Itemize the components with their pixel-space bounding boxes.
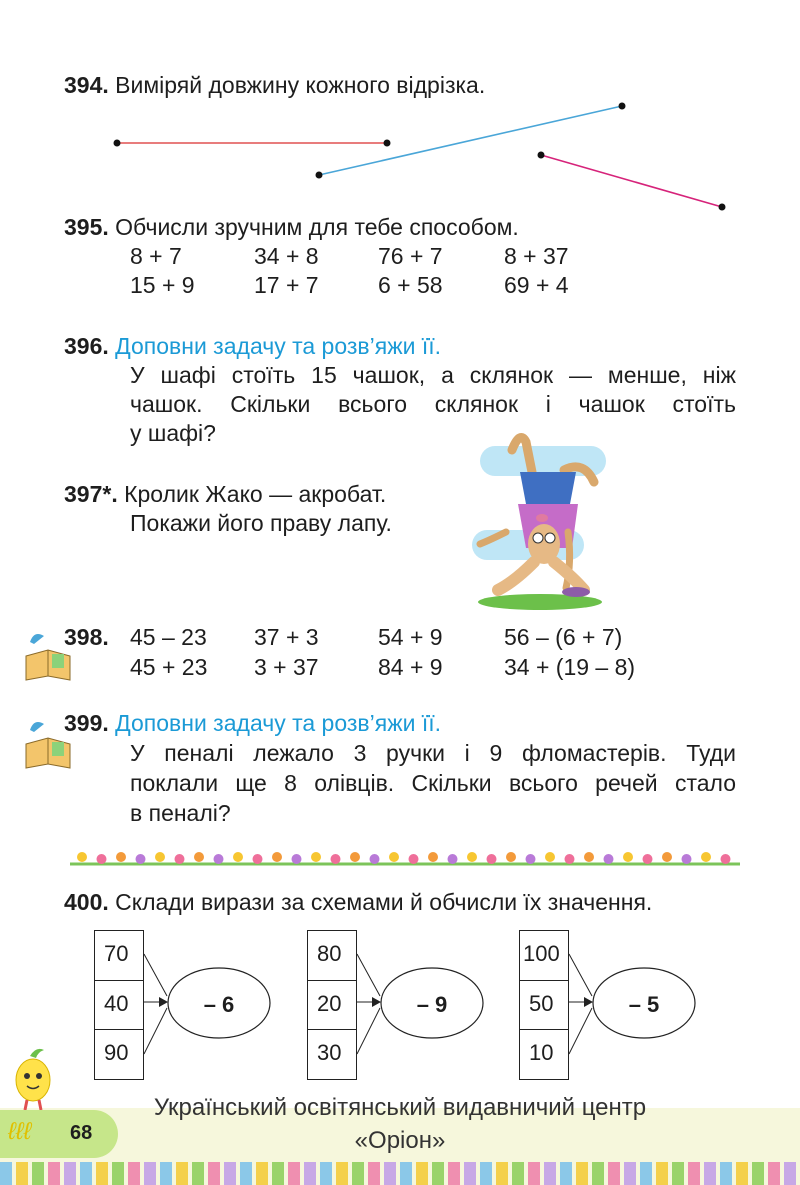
flower-decoration — [389, 852, 399, 862]
stripe-segment — [48, 1162, 60, 1185]
task-396-header — [64, 333, 441, 360]
task-text-line: у шафі? — [130, 420, 216, 446]
scheme-value: 100 — [523, 941, 560, 966]
flower-border-divider — [70, 846, 740, 870]
task-text-line: поклали ще 8 олівців. Скільки всього речей стало — [130, 770, 736, 796]
segment-endpoint — [114, 140, 121, 147]
stripe-segment — [720, 1162, 732, 1185]
expression: 54 + 9 — [378, 624, 443, 650]
flower-decoration — [311, 852, 321, 862]
stripe-segment — [112, 1162, 124, 1185]
flower-decoration — [506, 852, 516, 862]
task-number: 398. — [64, 624, 109, 650]
expression: 56 – (6 + 7) — [504, 624, 623, 650]
flower-decoration — [175, 854, 185, 864]
flower-decoration — [136, 854, 146, 864]
task-text-line: чашок. Скільки всього склянок і чашок стоїть — [130, 391, 736, 417]
stripe-segment — [448, 1162, 460, 1185]
expression: 17 + 7 — [254, 272, 319, 298]
stripe-segment — [288, 1162, 300, 1185]
task-text-line: У пеналі лежало 3 ручки і 9 фломастерів. Туди — [130, 740, 736, 766]
flower-decoration — [194, 852, 204, 862]
squiggle-decoration: ℓℓℓ — [8, 1118, 32, 1145]
stripe-segment — [336, 1162, 348, 1185]
stripe-segment — [128, 1162, 140, 1185]
task-text-line: У шафі стоїть 15 чашок, а склянок — менше, ніж — [130, 362, 736, 388]
flower-decoration — [623, 852, 633, 862]
stripe-segment — [16, 1162, 28, 1185]
expression: 8 + 37 — [504, 243, 569, 269]
scheme-operation: – 6 — [203, 992, 235, 1017]
stripe-segment — [624, 1162, 636, 1185]
stripe-segment — [208, 1162, 220, 1185]
stripe-segment — [656, 1162, 668, 1185]
stripe-segment — [560, 1162, 572, 1185]
expression: 8 + 7 — [130, 243, 182, 269]
stripe-segment — [176, 1162, 188, 1185]
scheme-operation: – 9 — [416, 992, 448, 1017]
stripe-segment — [768, 1162, 780, 1185]
flower-decoration — [331, 854, 341, 864]
flower-decoration — [487, 854, 497, 864]
expression: 37 + 3 — [254, 624, 319, 650]
segment-magenta — [541, 155, 722, 207]
flower-decoration — [584, 852, 594, 862]
flower-decoration — [682, 854, 692, 864]
expression-row — [130, 654, 654, 681]
stripe-segment — [32, 1162, 44, 1185]
segment-endpoint — [619, 103, 626, 110]
task-395-header — [64, 214, 519, 241]
flower-decoration — [721, 854, 731, 864]
flower-decoration — [233, 852, 243, 862]
expression: 34 + (19 – 8) — [504, 654, 636, 680]
flower-decoration — [370, 854, 380, 864]
expression: 76 + 7 — [378, 243, 443, 269]
task-text-line: в пеналі? — [130, 800, 231, 826]
stripe-segment — [416, 1162, 428, 1185]
flower-decoration — [643, 854, 653, 864]
stripe-segment — [688, 1162, 700, 1185]
task-400-header — [64, 889, 652, 916]
task-number: 395. — [64, 214, 109, 240]
page-number: 68 — [70, 1122, 93, 1144]
scheme-number-column — [307, 930, 357, 1080]
expression: 45 – 23 — [130, 624, 207, 650]
segment-endpoint — [384, 140, 391, 147]
task-number: 400. — [64, 889, 109, 915]
expression-row — [130, 243, 634, 270]
stripe-segment — [320, 1162, 332, 1185]
stripe-segment — [192, 1162, 204, 1185]
flower-decoration — [155, 852, 165, 862]
scheme-operation: – 5 — [628, 992, 660, 1017]
flower-decoration — [77, 852, 87, 862]
scheme-value: 20 — [308, 980, 356, 1026]
stripe-segment — [80, 1162, 92, 1185]
scheme-value: 80 — [317, 941, 342, 966]
stripe-segment — [736, 1162, 748, 1185]
scheme-value: 90 — [95, 1029, 143, 1075]
flower-decoration — [662, 852, 672, 862]
task-number: 394. — [64, 72, 109, 98]
expression: 69 + 4 — [504, 272, 569, 298]
stripe-segment — [368, 1162, 380, 1185]
publisher-name-orion: «Оріон» — [354, 1127, 446, 1154]
stripe-segment — [592, 1162, 604, 1185]
flower-decoration — [272, 852, 282, 862]
stripe-segment — [752, 1162, 764, 1185]
stripe-segment — [144, 1162, 156, 1185]
stripe-segment — [160, 1162, 172, 1185]
expression-row — [130, 624, 654, 651]
scheme-number-column — [94, 930, 144, 1080]
expression: 84 + 9 — [378, 654, 443, 680]
task-title: Доповни задачу та розв’яжи її. — [115, 710, 442, 736]
scheme-value: 10 — [520, 1029, 568, 1075]
stripe-segment — [432, 1162, 444, 1185]
stripe-segment — [672, 1162, 684, 1185]
expression: 34 + 8 — [254, 243, 319, 269]
flower-decoration — [253, 854, 263, 864]
flower-decoration — [604, 854, 614, 864]
task-number: 396. — [64, 333, 109, 359]
expression: 45 + 23 — [130, 654, 208, 680]
stripe-segment — [64, 1162, 76, 1185]
flower-decoration — [526, 854, 536, 864]
stripe-segment — [352, 1162, 364, 1185]
flower-decoration — [701, 852, 711, 862]
expression: 15 + 9 — [130, 272, 195, 298]
stripe-segment — [576, 1162, 588, 1185]
stripe-segment — [480, 1162, 492, 1185]
scheme-value: 40 — [95, 980, 143, 1026]
task-text-line: Покажи його праву лапу. — [130, 510, 392, 536]
stripe-segment — [608, 1162, 620, 1185]
stripe-segment — [256, 1162, 268, 1185]
task-number: 399. — [64, 710, 109, 736]
scheme-number-column — [519, 930, 569, 1080]
stripe-segment — [400, 1162, 412, 1185]
flower-decoration — [116, 852, 126, 862]
scheme-value: 30 — [308, 1029, 356, 1075]
task-title: Доповни задачу та розв’яжи її. — [115, 333, 442, 359]
stripe-segment — [464, 1162, 476, 1185]
flower-decoration — [448, 854, 458, 864]
flower-decoration — [350, 852, 360, 862]
stripe-segment — [512, 1162, 524, 1185]
flower-decoration — [565, 854, 575, 864]
segment-endpoint — [538, 152, 545, 159]
flower-decoration — [467, 852, 477, 862]
expression: 3 + 37 — [254, 654, 319, 680]
stripe-segment — [640, 1162, 652, 1185]
task-397-header — [64, 481, 386, 508]
expression: 6 + 58 — [378, 272, 443, 298]
rabbit-acrobat-illustration — [472, 420, 612, 610]
stripe-segment — [96, 1162, 108, 1185]
flower-decoration — [97, 854, 107, 864]
stripe-segment — [272, 1162, 284, 1185]
publisher-name: Український освітянський видавничий центр — [153, 1094, 647, 1121]
scheme-value: 50 — [520, 980, 568, 1026]
task-text: Склади вирази за схемами й обчисли їх значення. — [115, 889, 653, 915]
expression-row — [130, 272, 634, 299]
stripe-segment — [0, 1162, 12, 1185]
stripe-segment — [224, 1162, 236, 1185]
stripe-segment — [384, 1162, 396, 1185]
scheme-value: 70 — [104, 941, 129, 966]
color-stripe-bar — [0, 1162, 800, 1185]
task-text: Обчисли зручним для тебе способом. — [115, 214, 519, 240]
flower-decoration — [428, 852, 438, 862]
flower-decoration — [214, 854, 224, 864]
task-text-line: Кролик Жако — акробат. — [124, 481, 387, 507]
task-number: 397*. — [64, 481, 118, 507]
segment-endpoint — [719, 204, 726, 211]
flower-decoration — [292, 854, 302, 864]
task-399-header — [64, 710, 441, 737]
stripe-segment — [240, 1162, 252, 1185]
segments-figure — [0, 95, 800, 220]
flower-decoration — [409, 854, 419, 864]
stripe-segment — [304, 1162, 316, 1185]
segment-endpoint — [316, 172, 323, 179]
task-text: Виміряй довжину кожного відрізка. — [115, 72, 486, 98]
stripe-segment — [704, 1162, 716, 1185]
flower-decoration — [545, 852, 555, 862]
stripe-segment — [784, 1162, 796, 1185]
stripe-segment — [544, 1162, 556, 1185]
stripe-segment — [528, 1162, 540, 1185]
stripe-segment — [496, 1162, 508, 1185]
